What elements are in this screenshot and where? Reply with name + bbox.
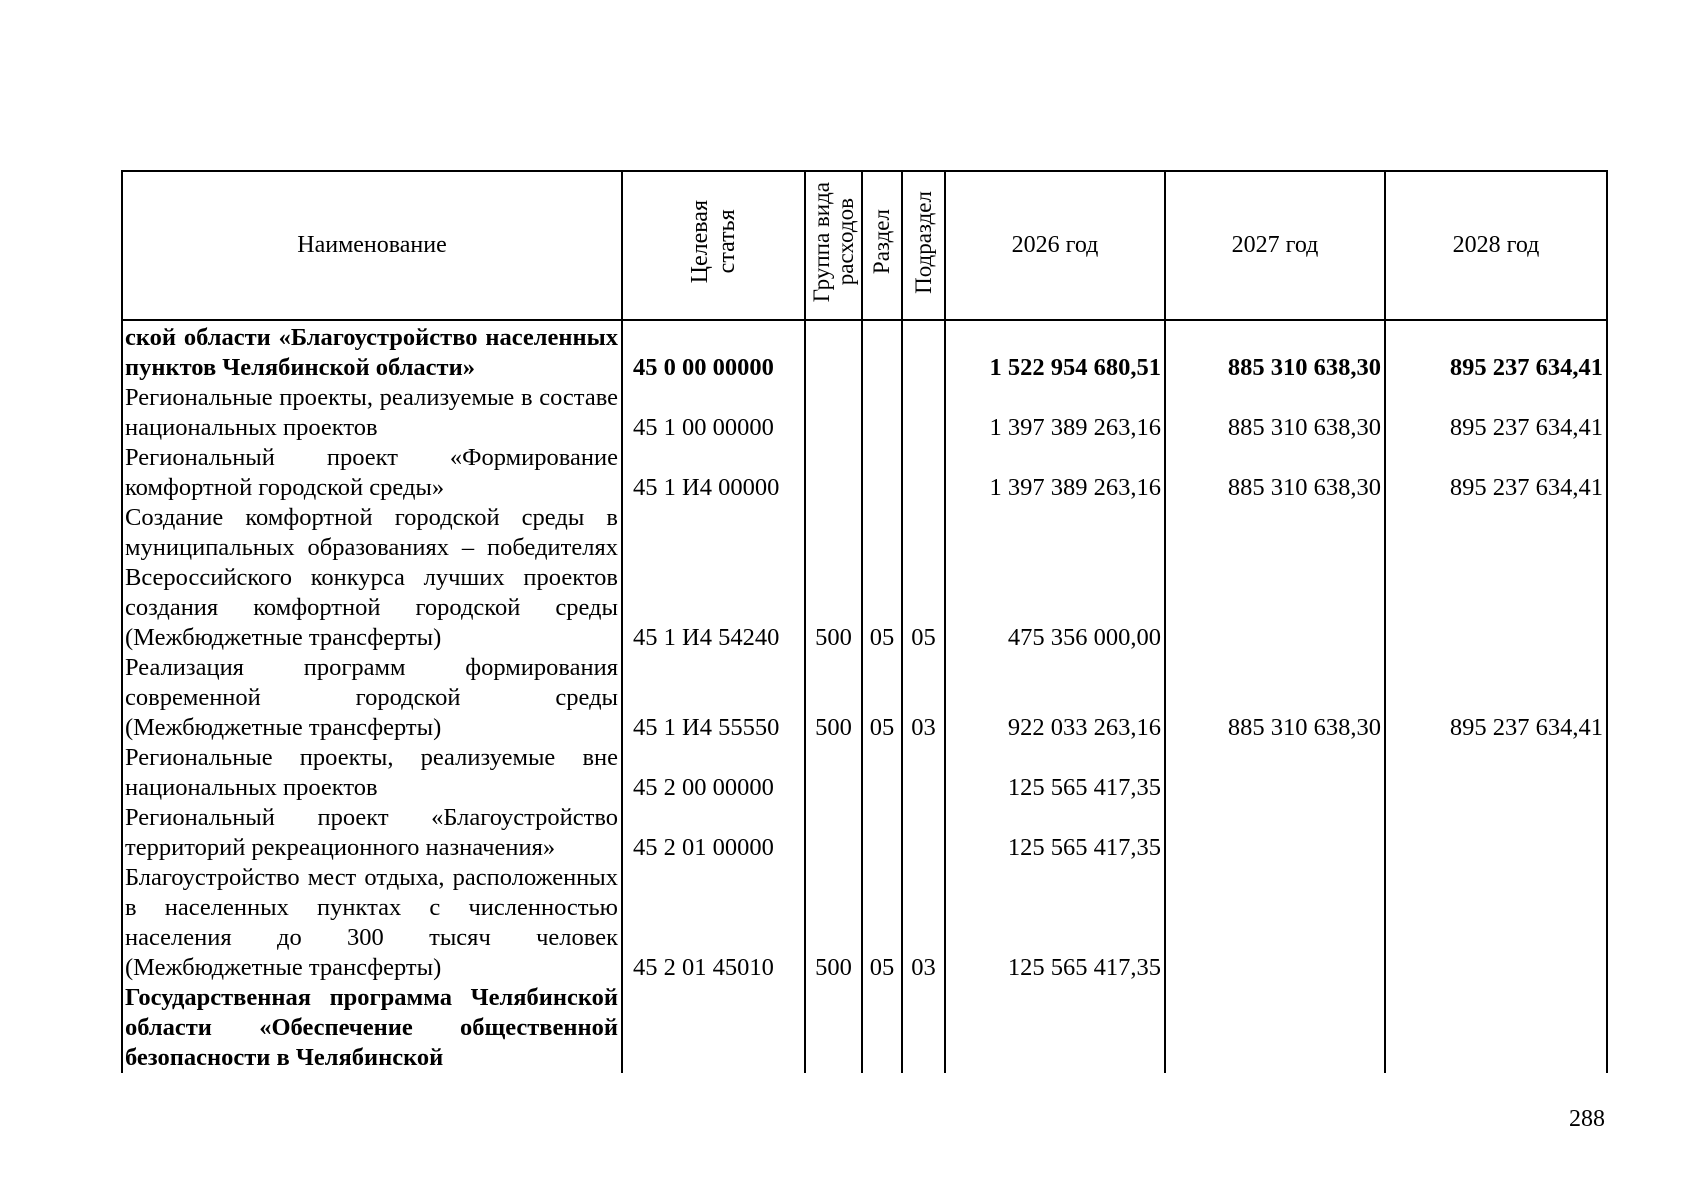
row-target-article: 45 1 И4 54240 [622, 503, 805, 653]
row-target-article: 45 2 01 00000 [622, 803, 805, 863]
row-subsection: 03 [902, 653, 945, 743]
page-number: 288 [1569, 1106, 1605, 1132]
table-row [122, 653, 1607, 743]
row-2027: 885 310 638,30 [1165, 383, 1385, 443]
header-2026: 2026 год [945, 171, 1165, 320]
header-subsection-label: Подраздел [910, 190, 936, 294]
row-section [862, 983, 902, 1073]
table-row [122, 320, 1607, 383]
header-subsection [902, 171, 945, 320]
row-2028 [1385, 983, 1607, 1073]
table-row [122, 743, 1607, 803]
row-2028 [1385, 503, 1607, 653]
row-subsection [902, 983, 945, 1073]
row-2026: 475 356 000,00 [945, 503, 1165, 653]
row-name: Региональные проекты, реализуемые в составе национальных проектов [122, 383, 622, 443]
header-target-article [622, 171, 805, 320]
row-subsection [902, 743, 945, 803]
row-subsection [902, 320, 945, 383]
row-expense-group [805, 803, 862, 863]
row-target-article: 45 2 00 00000 [622, 743, 805, 803]
row-name: Создание комфортной городской среды в муниципальных образованиях – победителях Всероссийского конкурса лучших проектов создания комфортной городской среды (Межбюджетные трансферты) [122, 503, 622, 653]
row-expense-group [805, 383, 862, 443]
row-2028: 895 237 634,41 [1385, 653, 1607, 743]
row-target-article: 45 1 И4 00000 [622, 443, 805, 503]
header-name: Наименование [122, 171, 622, 320]
row-2027 [1165, 743, 1385, 803]
row-name: Региональные проекты, реализуемые вне национальных проектов [122, 743, 622, 803]
row-expense-group [805, 743, 862, 803]
row-section [862, 320, 902, 383]
table-header [122, 171, 1607, 320]
row-expense-group: 500 [805, 863, 862, 983]
budget-table [121, 170, 1608, 1073]
row-2027: 885 310 638,30 [1165, 443, 1385, 503]
row-2028 [1385, 743, 1607, 803]
row-name: Региональный проект «Благоустройство территорий рекреационного назначения» [122, 803, 622, 863]
row-target-article: 45 1 00 00000 [622, 383, 805, 443]
header-section [862, 171, 902, 320]
row-2028: 895 237 634,41 [1385, 320, 1607, 383]
row-target-article [622, 983, 805, 1073]
header-expense-group-label: Группа вида расходов [808, 181, 858, 303]
row-target-article: 45 0 00 00000 [622, 320, 805, 383]
row-2026: 1 397 389 263,16 [945, 383, 1165, 443]
header-section-label: Раздел [869, 209, 894, 275]
header-expense-group [805, 171, 862, 320]
row-name: ской области «Благоустройство населенных пунктов Челябинской области» [122, 320, 622, 383]
row-2026: 125 565 417,35 [945, 803, 1165, 863]
row-name: Региональный проект «Формирование комфортной городской среды» [122, 443, 622, 503]
row-expense-group [805, 443, 862, 503]
row-2027 [1165, 983, 1385, 1073]
row-expense-group [805, 983, 862, 1073]
header-2028: 2028 год [1385, 171, 1607, 320]
row-section [862, 803, 902, 863]
row-2027: 885 310 638,30 [1165, 320, 1385, 383]
row-target-article: 45 2 01 45010 [622, 863, 805, 983]
row-2026: 1 397 389 263,16 [945, 443, 1165, 503]
row-subsection [902, 383, 945, 443]
table-body [122, 320, 1607, 1073]
row-section [862, 443, 902, 503]
row-2028 [1385, 803, 1607, 863]
row-section: 05 [862, 503, 902, 653]
table-row [122, 983, 1607, 1073]
row-subsection [902, 443, 945, 503]
table-row [122, 383, 1607, 443]
row-2027: 885 310 638,30 [1165, 653, 1385, 743]
header-target-article-label: Целевая статья [686, 200, 740, 284]
table-row [122, 863, 1607, 983]
row-2027 [1165, 803, 1385, 863]
row-section: 05 [862, 863, 902, 983]
row-2026: 125 565 417,35 [945, 743, 1165, 803]
row-subsection [902, 803, 945, 863]
row-section [862, 743, 902, 803]
table-row [122, 443, 1607, 503]
row-expense-group [805, 320, 862, 383]
row-2028: 895 237 634,41 [1385, 443, 1607, 503]
header-2027: 2027 год [1165, 171, 1385, 320]
row-2026: 1 522 954 680,51 [945, 320, 1165, 383]
row-expense-group: 500 [805, 653, 862, 743]
row-name: Реализация программ формирования современной городской среды (Межбюджетные трансферты) [122, 653, 622, 743]
row-2026 [945, 983, 1165, 1073]
row-subsection: 03 [902, 863, 945, 983]
row-name: Государственная программа Челябинской области «Обеспечение общественной безопасности в Челябинской [122, 983, 622, 1073]
row-2026: 922 033 263,16 [945, 653, 1165, 743]
row-target-article: 45 1 И4 55550 [622, 653, 805, 743]
row-2028: 895 237 634,41 [1385, 383, 1607, 443]
row-2027 [1165, 503, 1385, 653]
row-2028 [1385, 863, 1607, 983]
row-name: Благоустройство мест отдыха, расположенных в населенных пунктах с численностью населения до 300 тысяч человек (Межбюджетные трансферты) [122, 863, 622, 983]
row-2026: 125 565 417,35 [945, 863, 1165, 983]
row-section [862, 383, 902, 443]
row-subsection: 05 [902, 503, 945, 653]
row-2027 [1165, 863, 1385, 983]
row-expense-group: 500 [805, 503, 862, 653]
table-row [122, 503, 1607, 653]
row-section: 05 [862, 653, 902, 743]
table-row [122, 803, 1607, 863]
